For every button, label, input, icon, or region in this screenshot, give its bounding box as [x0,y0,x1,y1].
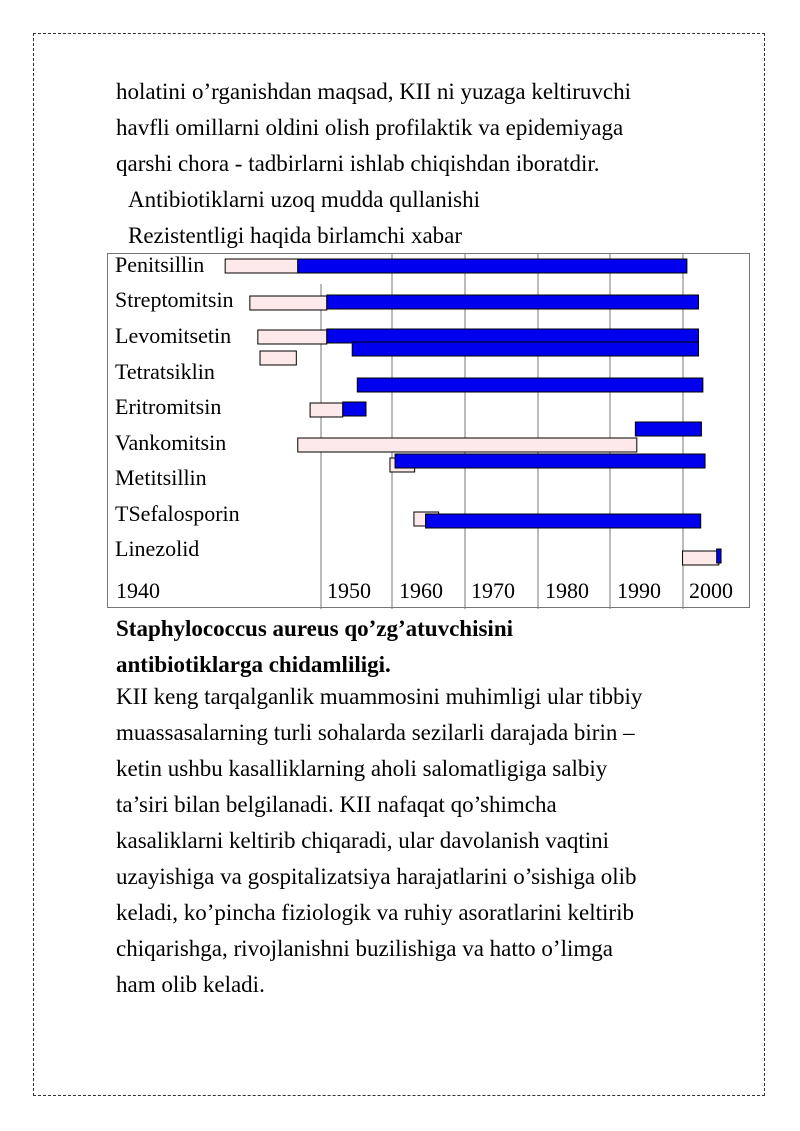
text-line: uzayishiga va gospitalizatsiya harajatlarini o’sishiga olib [116,864,637,889]
caption-line: antibiotiklarga chidamliligi. [116,652,391,677]
text-line: kasaliklarni keltirib chiqaradi, ular davolanish vaqtini [116,828,610,853]
text-line: havfli omillarni oldini olish profilaktik va epidemiyaga [116,115,624,140]
x-tick-label: 1970 [471,578,515,603]
legend-resistance: Rezistentligi haqida birlamchi xabar [128,223,463,248]
text-line: ta’siri bilan belgilanadi. KII nafaqat qo’shimcha [116,792,557,817]
long-use-bar [352,342,698,356]
long-use-bar [327,329,699,343]
long-use-bar [298,259,687,273]
x-tick-label: 1980 [545,578,589,603]
x-tick-label: 1960 [399,578,443,603]
long-use-bar [343,402,366,416]
category-label: Streptomitsin [115,287,234,312]
x-tick-label: 1990 [617,578,661,603]
category-label: Eritromitsin [115,394,222,419]
resistance-bar [225,259,298,273]
long-use-bar [426,514,701,528]
long-use-bar [327,295,699,309]
text-line: ketin ushbu kasalliklarning aholi salomatligiga salbiy [116,756,608,781]
category-label: TSefalosporin [115,501,240,526]
text-line: holatini o’rganishdan maqsad, KII ni yuzaga keltiruvchi [116,79,632,104]
text-line: muassasalarning turli sohalarda sezilarli darajada birin – [116,720,635,745]
resistance-bar [683,551,719,565]
text-line: keladi, ko’pincha fiziologik va ruhiy asoratlarini keltirib [116,900,634,925]
category-label: Metitsillin [115,465,207,490]
body-paragraph [116,679,756,1003]
long-use-bar [357,378,703,392]
x-tick-label: 2000 [689,578,733,603]
text-line: qarshi chora - tadbirlarni ishlab chiqishdan iboratdir. [116,151,600,176]
resistance-timeline-chart [107,253,750,608]
resistance-bar [298,438,637,452]
legend-long-use: Antibiotiklarni uzoq mudda qullanishi [128,187,480,212]
text-line: KII keng tarqalganlik muammosini muhimligi ular tibbiy [116,684,643,709]
x-tick-label: 1950 [327,578,371,603]
text-line: chiqarishga, rivojlanishni buzilishiga va hatto o’limga [116,936,613,961]
resistance-bar [258,330,327,344]
x-tick-label: 1940 [116,578,160,603]
category-label: Vankomitsin [115,430,227,455]
text-line: ham olib keladi. [116,972,265,997]
intro-paragraph [116,74,756,182]
long-use-bar [635,422,701,436]
caption-line: Staphylococcus aureus qo’zg’atuvchisini [116,616,514,641]
category-label: Tetratsiklin [115,359,215,384]
resistance-bar [310,403,343,417]
category-label: Levomitsetin [115,323,232,348]
category-label: Linezolid [115,536,200,561]
chart-caption [116,611,756,683]
long-use-bar [395,454,705,468]
chart-canvas [108,254,751,609]
resistance-bar [260,351,296,365]
resistance-bar [250,296,327,310]
category-label: Penitsillin [115,254,205,277]
long-use-bar [717,549,721,563]
